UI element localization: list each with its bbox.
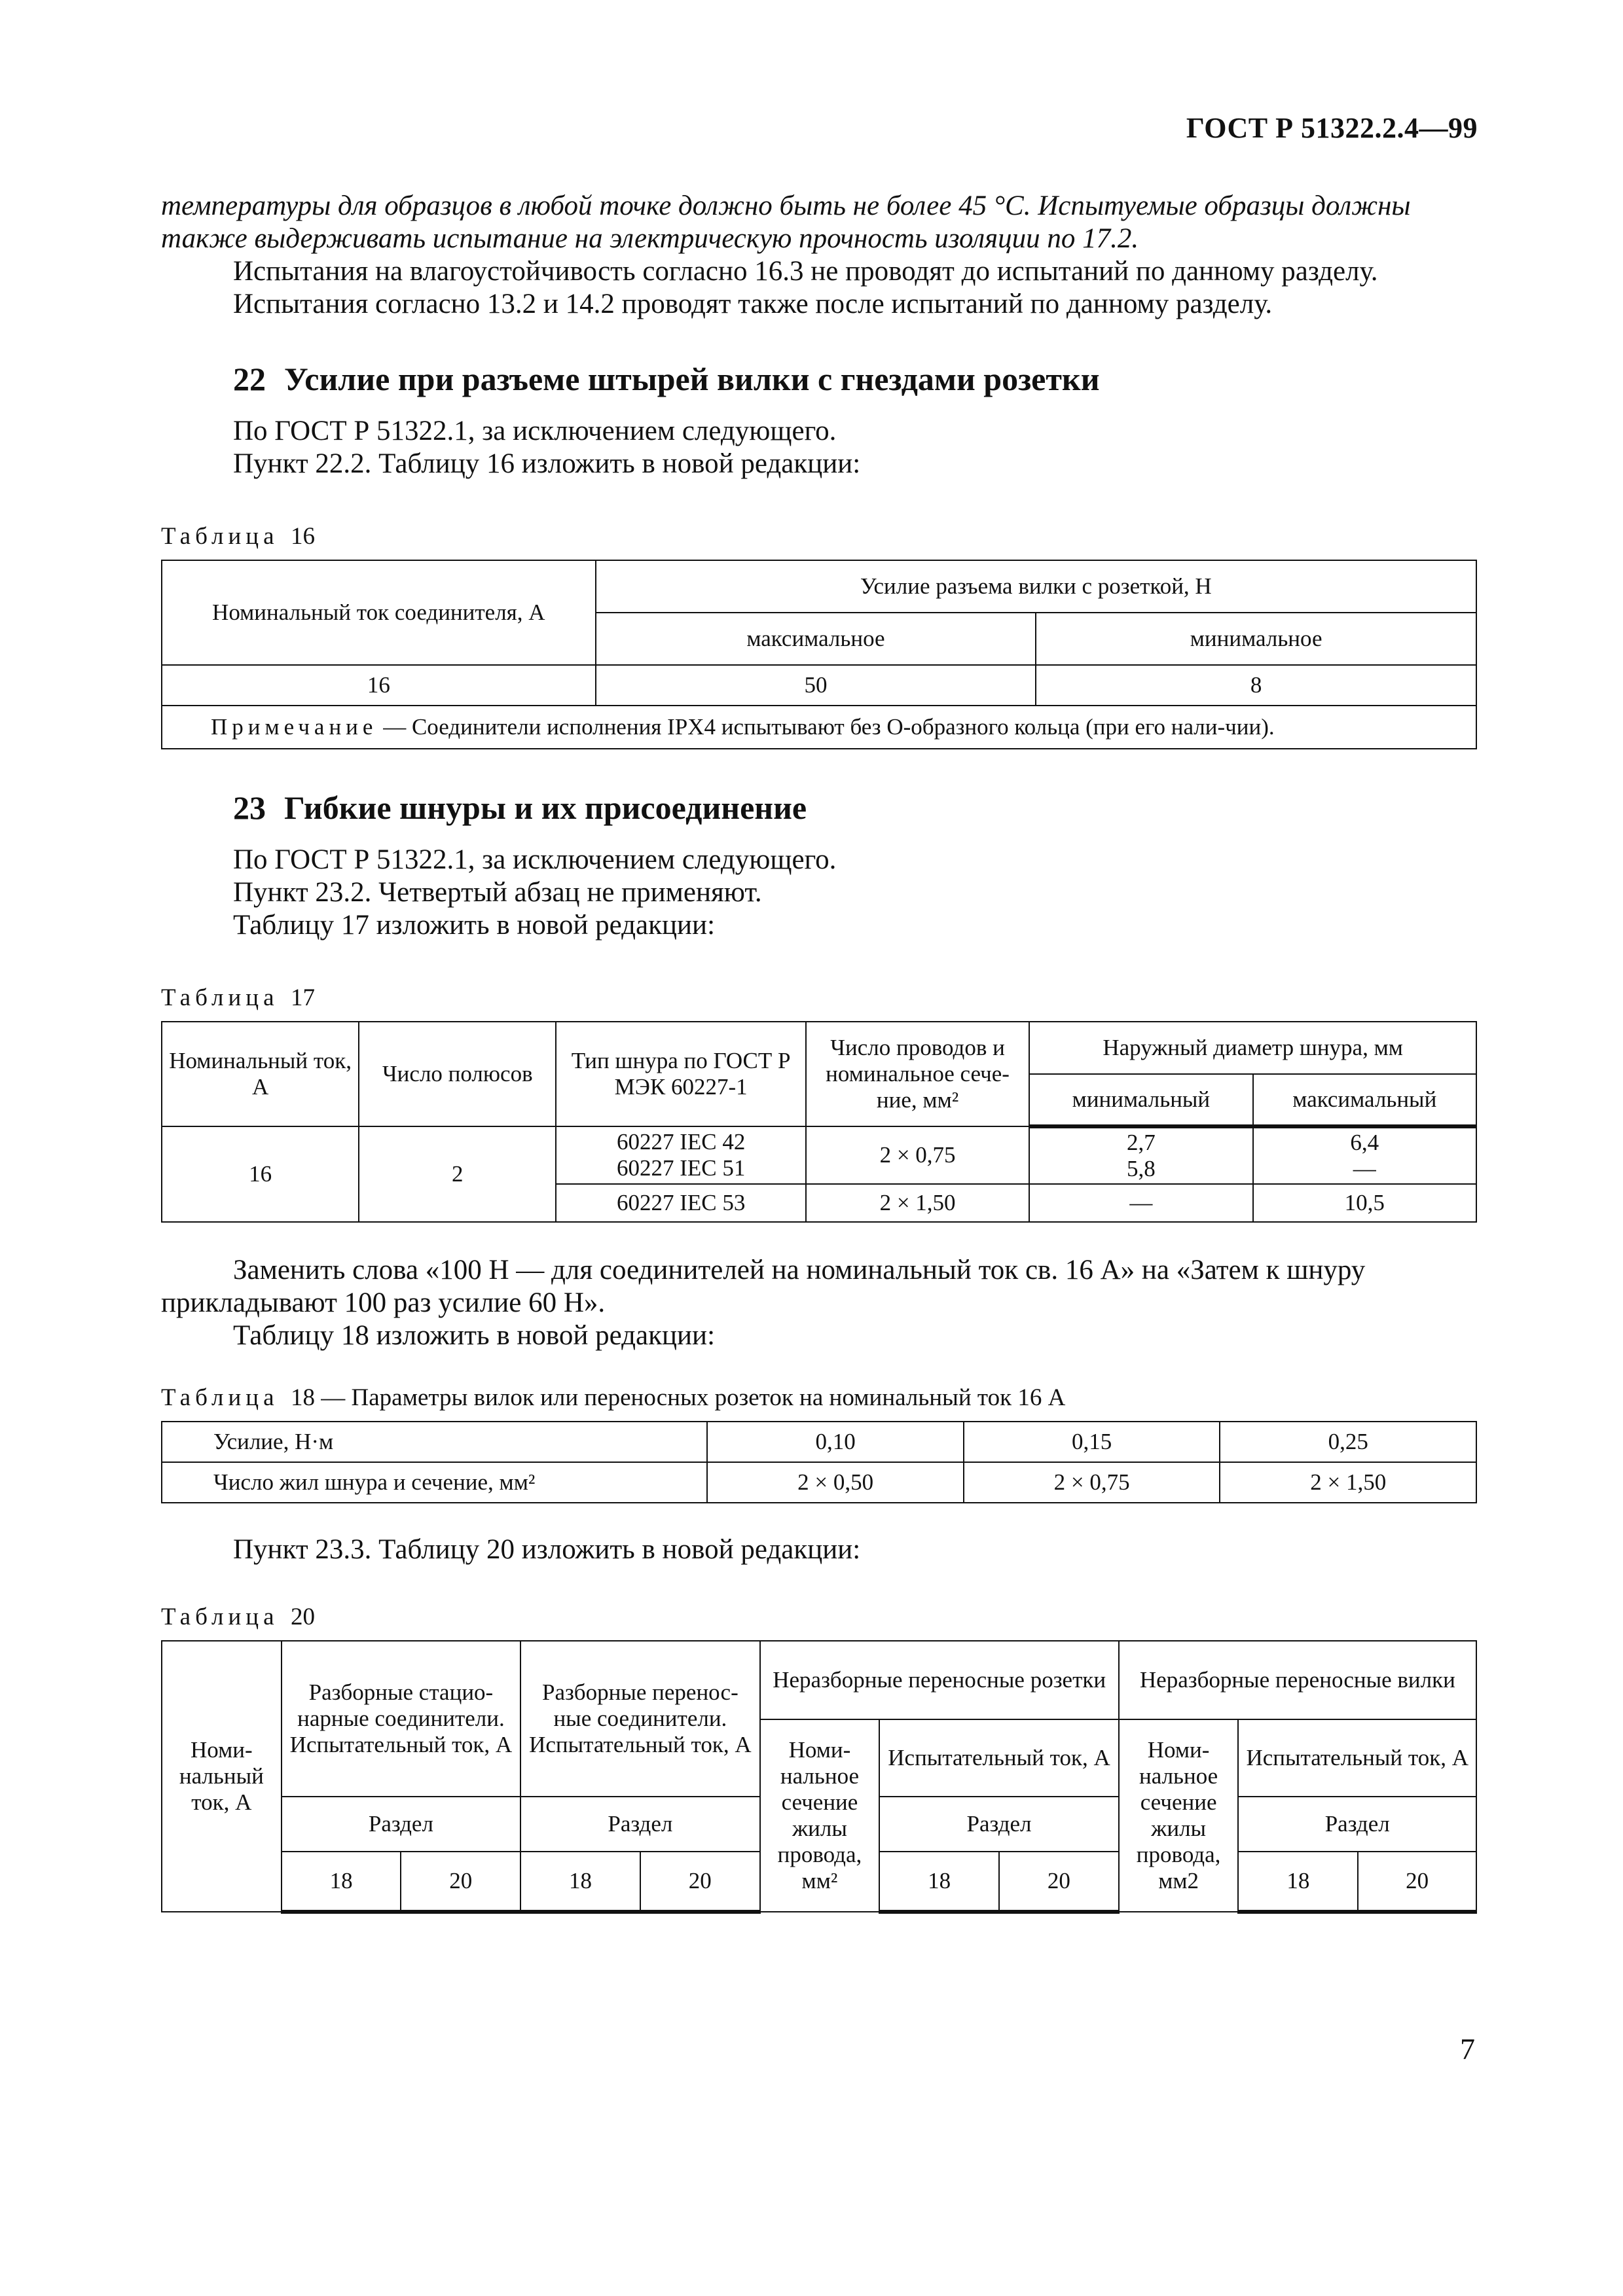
table-16-note (162, 706, 1476, 749)
section-23-3-paragraph: Пункт 23.3. Таблицу 20 изложить в новой редакции: (233, 1534, 861, 1565)
table-18-row-2-label: Число жил шнура и сечение, мм² (162, 1462, 707, 1503)
replace-paragraph-line-2: прикладывают 100 раз усилие 60 Н». (161, 1287, 606, 1318)
section-23-paragraph-3: Таблицу 17 изложить в новой редакции: (233, 910, 716, 941)
table-20-caption (161, 1603, 1477, 1631)
table-20-header-plugs-test-current: Испытательный ток, А (1238, 1719, 1476, 1797)
table-20-header-sockets-section: Номи-нальное сечение жилы провода, мм² (760, 1719, 880, 1912)
table-17-cell-poles: 2 (359, 1126, 556, 1222)
table-16-note-text: — Соединители исполнения IPX4 испытывают без О-образного кольца (при его нали-чии). (377, 714, 1275, 740)
table-17-cell-max-2: 10,5 (1253, 1184, 1476, 1222)
table-20-razdel-3: Раздел (879, 1797, 1118, 1852)
table-20-razdel-1: Раздел (282, 1797, 520, 1852)
table-17-header-poles: Число полюсов (359, 1022, 556, 1126)
table-17-max-1b: — (1353, 1156, 1376, 1181)
table-17-header-current: Номинальный ток, А (162, 1022, 359, 1126)
table-16 (161, 560, 1477, 749)
table-17-type-1b: 60227 IEC 51 (616, 1155, 746, 1181)
table-20-col-20-c: 20 (999, 1852, 1119, 1912)
table-16-note-label: Примечание (211, 714, 378, 740)
table-20-col-18-d: 18 (1238, 1852, 1358, 1912)
table-17 (161, 1021, 1477, 1223)
table-17-type-1a: 60227 IEC 42 (616, 1129, 746, 1155)
table-20-header-stationary: Разборные стацио-нарные соединители. Испытательный ток, А (282, 1641, 520, 1797)
table-17-cell-current: 16 (162, 1126, 359, 1222)
table-20-header-sockets: Неразборные переносные розетки (760, 1641, 1119, 1719)
table-20-header-portable: Разборные перенос-ные соединители. Испытательный ток, А (520, 1641, 759, 1797)
table-18-caption-text: 18 — Параметры вилок или переносных розеток на номинальный ток 16 А (291, 1384, 1066, 1411)
table-18-intro: Таблицу 18 изложить в новой редакции: (233, 1320, 716, 1351)
table-17-cell-type-2: 60227 IEC 53 (556, 1184, 806, 1222)
section-23-heading (233, 789, 1477, 827)
table-17-cell-cond-1: 2 × 0,75 (806, 1126, 1029, 1184)
table-17-header-diameter: Наружный диаметр шнура, мм (1029, 1022, 1476, 1074)
table-20-number: 20 (291, 1604, 315, 1630)
table-20-col-18-c: 18 (879, 1852, 999, 1912)
table-18-row-1-label: Усилие, Н·м (162, 1422, 707, 1462)
table-17-cell-type-1 (556, 1126, 806, 1184)
table-20-header-current: Номи-нальный ток, А (162, 1641, 282, 1912)
table-20-col-20-a: 20 (401, 1852, 520, 1912)
table-16-number: 16 (291, 523, 315, 550)
table-16-cell-current: 16 (162, 665, 596, 706)
table-17-max-1a: 6,4 (1350, 1130, 1379, 1155)
table-20-razdel-4: Раздел (1238, 1797, 1476, 1852)
table-16-cell-max: 50 (596, 665, 1036, 706)
table-20-header-sockets-test-current: Испытательный ток, А (879, 1719, 1118, 1797)
table-17-header-max: максимальный (1253, 1074, 1476, 1126)
table-18 (161, 1421, 1477, 1503)
page-number: 7 (1460, 2032, 1475, 2066)
table-16-header-max: максимальное (596, 613, 1036, 665)
table-16-header-current: Номинальный ток соединителя, А (162, 560, 596, 665)
page-content (161, 190, 1477, 1914)
section-23-paragraph-2: Пункт 23.2. Четвертый абзац не применяют. (233, 877, 762, 908)
table-20-header-plugs: Неразборные переносные вилки (1119, 1641, 1476, 1719)
section-22-title: Усилие при разъеме штырей вилки с гнездами розетки (284, 361, 1100, 397)
table-20-col-18-a: 18 (282, 1852, 401, 1912)
table-17-cell-max-1 (1253, 1126, 1476, 1184)
table-17-min-1a: 2,7 (1127, 1130, 1156, 1155)
table-18-label: Таблица (161, 1384, 279, 1411)
table-17-number: 17 (291, 984, 315, 1011)
table-16-header-min: минимальное (1036, 613, 1476, 665)
table-18-row-1-col-1: 0,10 (707, 1422, 964, 1462)
table-17-header-min: минимальный (1029, 1074, 1252, 1126)
table-16-label: Таблица (161, 523, 279, 550)
section-22-number: 22 (233, 361, 266, 397)
table-20-col-18-b: 18 (520, 1852, 640, 1912)
table-20-col-20-d: 20 (1358, 1852, 1476, 1912)
intro-paragraph-2: Испытания на влагоустойчивость согласно 16.3 не проводят до испытаний по данному разделу. (233, 256, 1378, 287)
table-18-row-1-col-2: 0,15 (964, 1422, 1220, 1462)
table-20-label: Таблица (161, 1604, 279, 1630)
table-18-row-2-col-2: 2 × 0,75 (964, 1462, 1220, 1503)
table-17-header-type: Тип шнура по ГОСТ Р МЭК 60227-1 (556, 1022, 806, 1126)
table-20 (161, 1640, 1477, 1914)
table-17-header-conductors: Число проводов и номинальное сече-ние, мм² (806, 1022, 1029, 1126)
table-17-cell-min-2: — (1029, 1184, 1252, 1222)
table-16-cell-min: 8 (1036, 665, 1476, 706)
table-16-header-force: Усилие разъема вилки с розеткой, Н (596, 560, 1476, 613)
intro-line-2: также выдерживать испытание на электрическую прочность изоляции по 17.2. (161, 223, 1139, 254)
table-20-razdel-2: Раздел (520, 1797, 759, 1852)
table-18-row-2-col-1: 2 × 0,50 (707, 1462, 964, 1503)
table-18-caption (161, 1384, 1477, 1412)
table-17-cell-cond-2: 2 × 1,50 (806, 1184, 1029, 1222)
section-23-title: Гибкие шнуры и их присоединение (284, 789, 807, 826)
intro-line-1: температуры для образцов в любой точке должно быть не более 45 °С. Испытуемые образцы должны (161, 190, 1411, 221)
table-17-min-1b: 5,8 (1127, 1156, 1156, 1181)
table-17-cell-min-1 (1029, 1126, 1252, 1184)
table-20-col-20-b: 20 (640, 1852, 760, 1912)
section-23-paragraph-1: По ГОСТ Р 51322.1, за исключением следующего. (233, 844, 837, 875)
section-23-number: 23 (233, 789, 266, 826)
document-code-header: ГОСТ Р 51322.2.4—99 (1186, 112, 1478, 144)
table-17-label: Таблица (161, 984, 279, 1011)
section-22-paragraph-1: По ГОСТ Р 51322.1, за исключением следующего. (233, 416, 837, 446)
intro-paragraph-3: Испытания согласно 13.2 и 14.2 проводят также после испытаний по данному разделу. (233, 289, 1273, 319)
table-17-caption (161, 984, 1477, 1012)
section-22-paragraph-2: Пункт 22.2. Таблицу 16 изложить в новой редакции: (233, 448, 861, 479)
table-16-caption (161, 522, 1477, 550)
replace-paragraph-line-1: Заменить слова «100 Н — для соединителей на номинальный ток св. 16 А» на «Затем к шнуру (233, 1255, 1366, 1285)
table-18-row-1-col-3: 0,25 (1220, 1422, 1476, 1462)
table-20-header-plugs-section: Номи-нальное сечение жилы провода, мм2 (1119, 1719, 1239, 1912)
table-18-row-2-col-3: 2 × 1,50 (1220, 1462, 1476, 1503)
section-22-heading (233, 360, 1477, 398)
